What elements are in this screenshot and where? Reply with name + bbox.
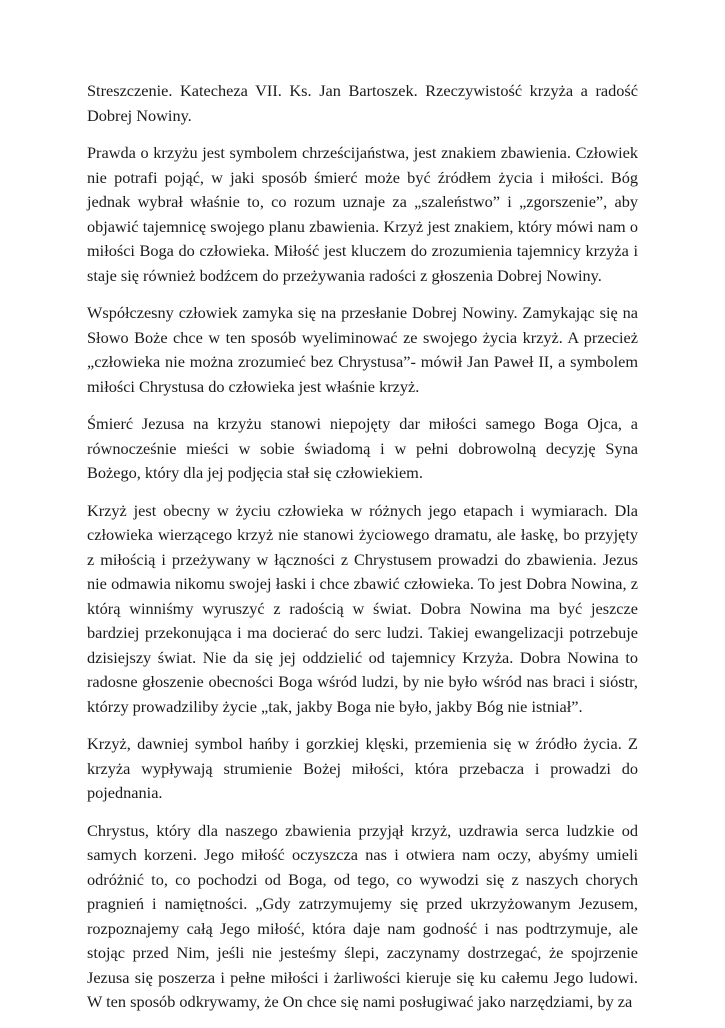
paragraph-cross-in-life: Krzyż jest obecny w życiu człowieka w różnych jego etapach i wymiarach. Dla człowieka wierzącego krzyż nie stanowi życiowego dramatu, ale łaskę, bo przyjęty z miłością i przeżywany w łączności z Chrystusem prowadzi do zbawienia. Jezus nie odmawia nikomu swojej łaski i chce zbawić człowieka. To jest Dobra Nowina, z którą winniśmy wyruszyć z radością w świat. Dobra Nowina ma być jeszcze bardziej przekonująca i ma docierać do serc ludzi. Takiej ewangelizacji potrzebuje dzisiejszy świat. Nie da się jej oddzielić od tajemnicy Krzyża. Dobra Nowina to radosne głoszenie obecności Boga wśród ludzi, by nie było wśród nas braci i sióstr, którzy prowadziliby życie „tak, jakby Boga nie było, jakby Bóg nie istniał”. [87, 500, 638, 716]
document-page [87, 79, 638, 1028]
paragraph-truth-of-cross: Prawda o krzyżu jest symbolem chrześcijaństwa, jest znakiem zbawienia. Człowiek nie potrafi pojąć, w jaki sposób śmierć może być źródłem życia i miłości. Bóg jednak wybrał właśnie to, co rozum uznaje za „szaleństwo” i „zgorszenie”, aby objawić tajemnicę swojego planu zbawienia. Krzyż jest znakiem, który mówi nam o miłości Boga do człowieka. Miłość jest kluczem do zrozumienia tajemnicy krzyża i staje się również bodźcem do przeżywania radości z głoszenia Dobrej Nowiny. [87, 143, 638, 285]
document-title-paragraph: Streszczenie. Katecheza VII. Ks. Jan Bartoszek. Rzeczywistość krzyża a radość Dobrej Nowiny. [87, 81, 638, 125]
paragraph-symbol-of-shame: Krzyż, dawniej symbol hańby i gorzkiej klęski, przemienia się w źródło życia. Z krzyża wypływają strumienie Bożej miłości, która przebacza i prowadzi do pojednania. [87, 734, 638, 802]
paragraph-death-of-jesus: Śmierć Jezusa na krzyżu stanowi niepojęty dar miłości samego Boga Ojca, a równocześnie mieści w sobie świadomą i w pełni dobrowolną decyzję Syna Bożego, który dla jej podjęcia stał się człowiekiem. [87, 414, 638, 482]
paragraph-christ-heals: Chrystus, który dla naszego zbawienia przyjął krzyż, uzdrawia serca ludzkie od samych korzeni. Jego miłość oczyszcza nas i otwiera nam oczy, abyśmy umieli odróżnić to, co pochodzi od Boga, od tego, co wywodzi się z naszych chorych pragnień i namiętności. „Gdy zatrzymujemy się przed ukrzyżowanym Jezusem, rozpoznajemy całą Jego miłość, która daje nam godność i nas podtrzymuje, ale stojąc przed Nim, jeśli nie jesteśmy ślepi, zaczynamy dostrzegać, że spojrzenie Jezusa się poszerza i pełne miłości i żarliwości kieruje się ku całemu Jego ludowi. W ten sposób odkrywamy, że On chce się nami posługiwać jako narzędziami, by za [87, 820, 638, 1011]
paragraph-modern-man: Współczesny człowiek zamyka się na przesłanie Dobrej Nowiny. Zamykając się na Słowo Boże chce w ten sposób wyeliminować ze swojego życia krzyż. A przecież „człowieka nie można zrozumieć bez Chrystusa”- mówił Jan Paweł II, a symbolem miłości Chrystusa do człowieka jest właśnie krzyż. [87, 303, 638, 396]
